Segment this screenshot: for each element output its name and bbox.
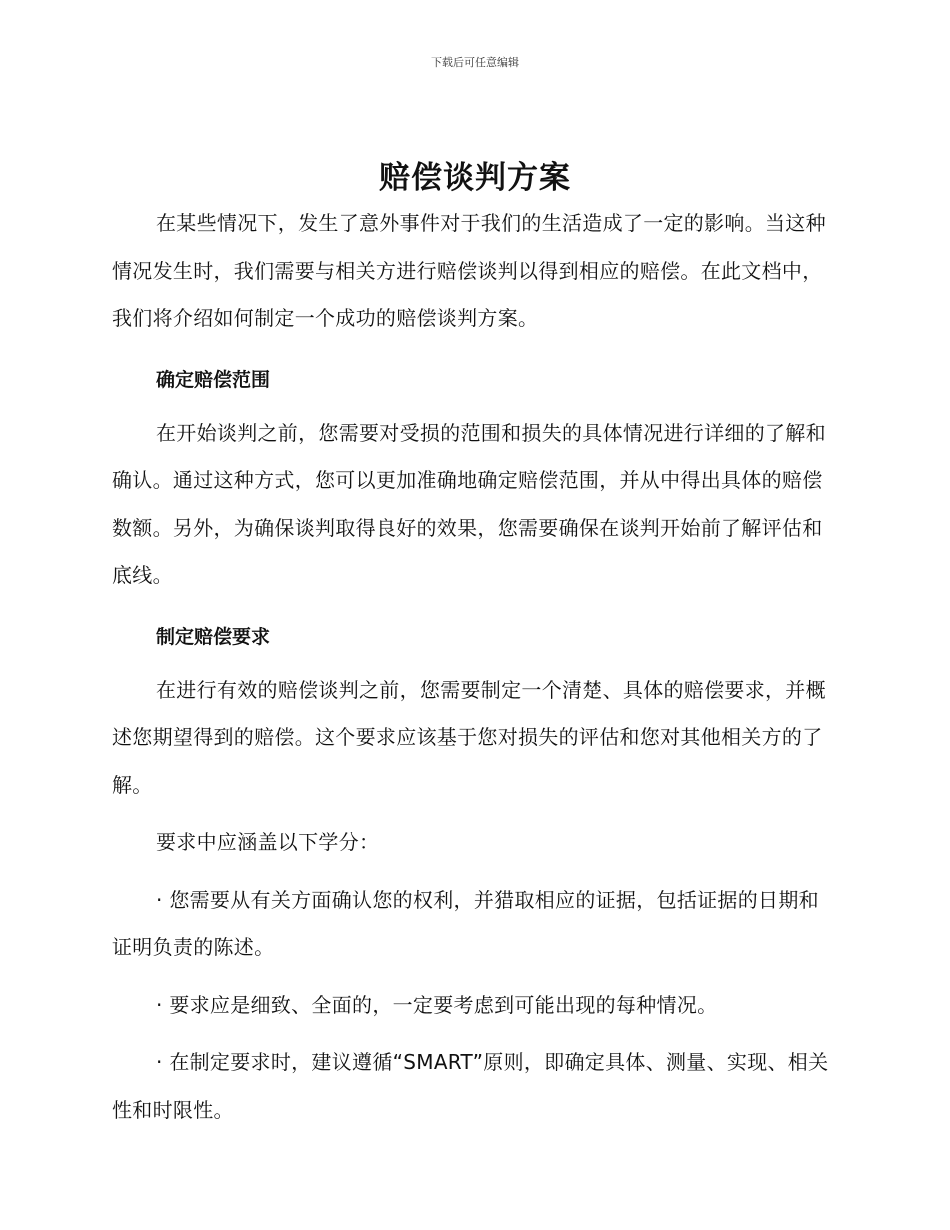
list-item: · 在制定要求时，建议遵循“SMART”原则，即确定具体、测量、实现、相关性和时限性。	[112, 1050, 829, 1122]
document-title: 赔偿谈判方案	[379, 160, 571, 196]
section-heading-requirements: 制定赔偿要求	[156, 625, 271, 648]
list-item: · 您需要从有关方面确认您的权利，并猎取相应的证据，包括证据的日期和证明负责的陈述。	[112, 887, 819, 959]
document-body	[112, 200, 830, 1134]
section-scope-paragraph: 在开始谈判之前，您需要对受损的范围和损失的具体情况进行详细的了解和确认。通过这种方式，您可以更加准确地确定赔偿范围，并从中得出具体的赔偿数额。另外，为确保谈判取得良好的效果，您需要确保在谈判开始前了解评估和底线。	[112, 420, 826, 587]
intro-paragraph: 在某些情况下，发生了意外事件对于我们的生活造成了一定的影响。当这种情况发生时，我们需要与相关方进行赔偿谈判以得到相应的赔偿。在此文档中，我们将介绍如何制定一个成功的赔偿谈判方案。	[112, 211, 826, 330]
list-item: · 要求应是细致、全面的，一定要考虑到可能出现的每种情况。	[156, 992, 718, 1017]
section-heading-scope: 确定赔偿范围	[156, 368, 271, 391]
section-requirements-paragraph: 在进行有效的赔偿谈判之前，您需要制定一个清楚、具体的赔偿要求，并概述您期望得到的赔偿。这个要求应该基于您对损失的评估和您对其他相关方的了解。	[112, 677, 826, 797]
list-intro: 要求中应涵盖以下学分：	[156, 830, 380, 854]
header-note: 下载后可任意编辑	[431, 56, 519, 69]
